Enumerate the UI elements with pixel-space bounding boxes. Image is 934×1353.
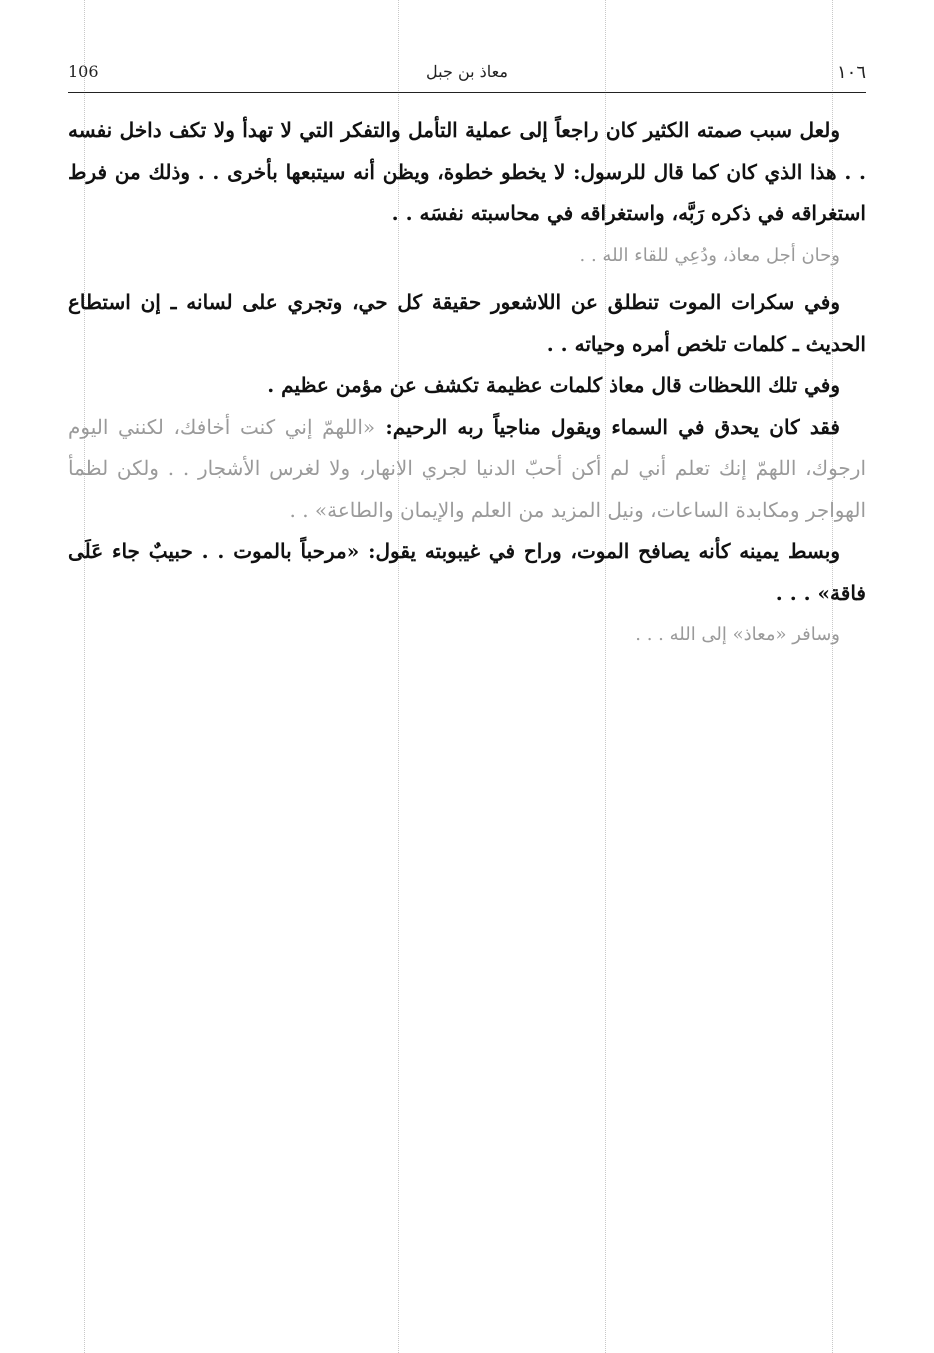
body-text bbox=[68, 110, 866, 656]
paragraph-lead: فقد كان يحدق في السماء ويقول مناجياً ربه الرحيم: bbox=[385, 414, 840, 439]
paragraph: وفي سكرات الموت تنطلق عن اللاشعور حقيقة كل حي، وتجري على لسانه ـ إن استطاع الحديث ـ كلمات تلخص أمره وحياته . . bbox=[68, 290, 866, 356]
page-number-latin: 106 bbox=[68, 62, 99, 81]
prayer-quote: «اللهمّ إني كنت أخافك، لكنني اليوم ارجوك، اللهمّ إنك تعلم أني لم أكن أحبّ الدنيا لجري الانهار، ولا لغرس الأشجار . . ولكن لظمأ الهواجر ومكابدة الساعات، ونيل المزيد من العلم والإيمان والطاعة» . . bbox=[68, 414, 866, 522]
running-title: معاذ بن جبل bbox=[426, 62, 508, 81]
paragraph: وفي تلك اللحظات قال معاذ كلمات عظيمة تكشف عن مؤمن عظيم . bbox=[267, 373, 840, 397]
paragraph: وسافر «معاذ» إلى الله . . . bbox=[635, 624, 840, 645]
page-number-arabic: ١٠٦ bbox=[836, 62, 866, 83]
paragraph bbox=[68, 407, 866, 532]
paragraph: وبسط يمينه كأنه يصافح الموت، وراح في غيبوبته يقول: «مرحباً بالموت . . حبيبٌ جاء عَلَى فاقة» . . . bbox=[68, 539, 866, 605]
header-rule bbox=[68, 92, 866, 93]
paragraph: وحان أجل معاذ، ودُعِي للقاء الله . . bbox=[579, 244, 840, 266]
page-header bbox=[68, 60, 866, 92]
paragraph: ولعل سبب صمته الكثير كان راجعاً إلى عملية التأمل والتفكر التي لا تهدأ ولا تكف داخل نفسه . . هذا الذي كان كما قال للرسول: لا يخطو خطوة، ويظن أنه سيتبعها بأخرى . . وذلك من فرط استغراقه في ذكره رَبَّه، واستغراقه في محاسبته نفسَه . . bbox=[68, 118, 866, 225]
